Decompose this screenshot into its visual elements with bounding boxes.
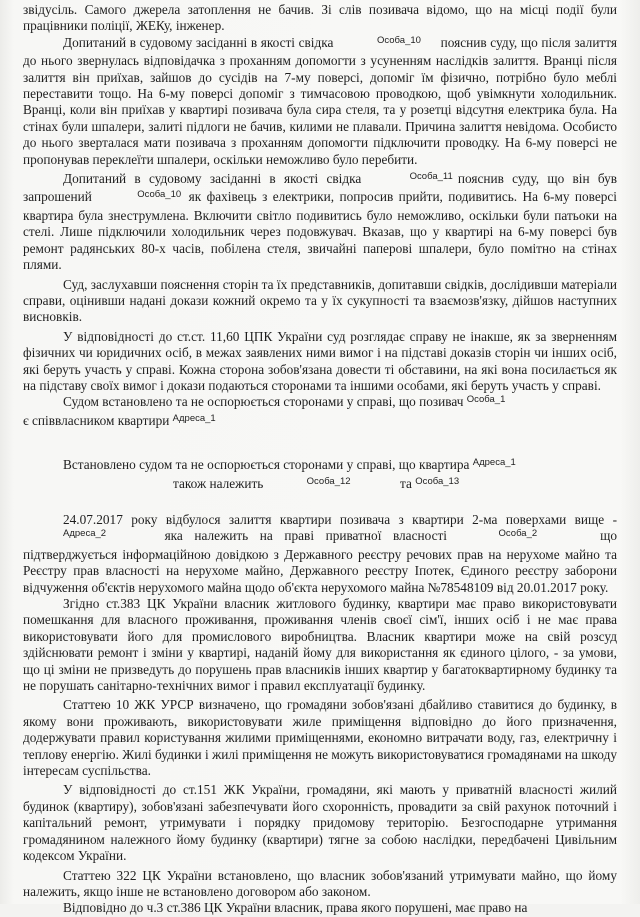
paragraph-text: яка належить на праві приватної власності — [164, 528, 447, 544]
paragraph-cpc-11-60 — [23, 329, 617, 395]
paragraph-text: як фахівець з електрики, попросив прийти, подивитись. На 6-му поверсі квартира була знеструмлена. Включити світло подивитись було неможливо, оскільки були патьоки на стелі. Лише підключили холодильник через подовжувач. Вказав, що у квартирі на 6-му поверсі був ремонт радянських 80-х часів, побілена стеля, звичайні паперові шпалери, було помітно на стінах плями. — [23, 189, 617, 273]
paragraph-text: та — [400, 475, 412, 491]
paragraph-text: також належить — [173, 475, 264, 491]
anonymized-name: Особа_10 — [377, 34, 421, 46]
paragraph-cc-383 — [23, 596, 617, 694]
paragraph-cc-386 — [23, 900, 617, 916]
paragraph-plaintiff-coowner — [23, 394, 617, 431]
paragraph-text: Допитаний в судовому засіданні в якості свідка — [63, 34, 334, 50]
paragraph-text: що підтверджується інформаційною довідкою з Державного реєстру речових прав на нерухоме майно та Реєстру прав власності на нерухоме майно, Державного реєстру Іпотек, Єдиного реєстру заборони відчуження об'єктів нерухомого майна щодо об'єкта нерухомого майна №78548109 від 20.01.2017 року. — [23, 528, 617, 595]
paragraph-housing-code-10 — [23, 697, 617, 779]
anonymized-name: Особа_2 — [498, 528, 538, 540]
paragraph-apartment-owners — [23, 457, 617, 494]
paragraph-court-assessment — [23, 277, 617, 326]
paragraph-witness-osoba10 — [23, 35, 617, 168]
paragraph-cc-322 — [23, 868, 617, 901]
paragraph-text: Встановлено судом та не оспорюється сторонами у справі, що квартира — [63, 457, 470, 473]
paragraph-text: У відповідності до ст.ст. 11,60 ЦПК України суд розглядає справу не інакше, як за зверненням фізичних чи юридичних осіб, в межах заявлених ними вимог і на підставі доказів сторін чи інших осіб, які беруть участь у справі. Кожна сторона зобов'язана довести ті обставини, на які вона посилається як на підставу своїх вимог і докази подаються сторонами та іншими особами, які беруть участь у справі. — [23, 328, 617, 393]
paragraph-text: Допитаний в судовому засіданні в якості свідка — [63, 171, 362, 187]
paragraph-text: Згідно ст.383 ЦК України власник житлового будинку, квартири має право використовувати помешкання для власного проживання, проживання членів своєї сім'ї, інших осіб і не має права використовувати його для промислового виробництва. Власник квартири може на свій розсуд здійснювати ремонт і зміни у квартирі, наданій йому для використання як єдиного цілого, - за умови, що ці зміни не призведуть до порушень прав власників інших квартир у багатоквартирному будинку та не порушать санітарно-технічних вимог і правил експлуатації будинку. — [23, 596, 617, 694]
paragraph-text: Статтею 322 ЦК України встановлено, що власник зобов'язаний утримувати майно, що йому належить, якщо інше не встановлено договором або законом. — [23, 867, 617, 899]
document-body — [23, 2, 617, 917]
paragraph-witness-osoba11 — [23, 171, 617, 273]
paragraph-housing-code-151 — [23, 782, 617, 864]
anonymized-name: Особа_10 — [137, 189, 182, 201]
anonymized-address: Адреса_2 — [63, 528, 107, 540]
paragraph-text: пояснив суду, що він був запрошений — [23, 171, 617, 205]
paragraph-text: Відповідно до ч.3 ст.386 ЦК України власник, права якого порушені, має право на — [63, 900, 528, 916]
paragraph-witness-continuation — [23, 2, 617, 35]
paragraph-text: Статтею 10 ЖК УРСР визначено, що громадяни зобов'язані дбайливо ставитися до будинку, в якому вони проживають, використовувати жиле приміщення відповідно до його призначення, додержувати правил користування жилими приміщеннями, економно витрачати воду, газ, електричну і теплову енергію. Жилі будинки і жилі приміщення не можуть використовуватися громадянами на шкоду інтересам суспільства. — [23, 697, 617, 779]
paragraph-text: Суд, заслухавши пояснення сторін та їх представників, допитавши свідків, дослідивши матеріали справи, оцінивши надані докази кожний окремо та у їх сукупності та взаємозв'язку, дійшов наступних висновків. — [23, 276, 617, 325]
paragraph-flooding-event — [23, 512, 617, 596]
paragraph-text: 24.07.2017 року відбулося залиття квартири позивача з квартири 2-ма поверхами вище - — [63, 511, 617, 527]
paragraph-text: Судом встановлено та не оспорюється сторонами у справі, що позивач — [63, 394, 464, 410]
paragraph-text: пояснив суду, що після залиття до нього звернулась відповідачка з проханням допомогти з усуненням наслідків залиття. Вранці після залиття він приїхав, зайшов до сусідів на 7-му поверсі, допоміг їм фізично, потрібно було меблі переставити тощо. На 6-му поверсі допоміг з тимчасовою проводкою, щоб увімкнути холодильник. Вранці, коли він приїхав у квартирі позивача була сира стеля, та у розетці відсутня електрика була. На стінах були шпалери, залиті підлоги не бачив, килими не плавали. Причина залиття невідома. Особисто до нього зверталася мати позивача з проханням допомогти підключити проводку. На 6-му поверсі не пропонував переклеїти шпалери, оскільки неможливо було перебити. — [23, 34, 617, 167]
anonymized-address: Адреса_1 — [472, 457, 516, 469]
paragraph-text: звідусіль. Самого джерела затоплення не бачив. Зі слів позивача відомо, що на місці події були працівники поліції, ЖЕКу, інженер. — [23, 2, 617, 34]
anonymized-name: Особа_12 — [306, 475, 351, 487]
anonymized-name: Особа_1 — [466, 394, 506, 406]
paragraph-text: є співвласником квартири — [23, 412, 170, 428]
anonymized-name: Особа_11 — [409, 171, 453, 183]
paragraph-text: У відповідності до ст.151 ЖК України, громадяни, які мають у приватній власності жилий будинок (квартиру), зобов'язані забезпечувати його схоронність, провадити за свій рахунок поточний і капітальний ремонт, утримувати і порядку придомову територію. Безгосподарне утримання громадянином належного йому будинку (квартири) тягне за собою наслідки, передбачені Цивільним кодексом України. — [23, 782, 617, 864]
anonymized-name: Особа_13 — [415, 475, 460, 487]
anonymized-address: Адреса_1 — [172, 412, 216, 424]
